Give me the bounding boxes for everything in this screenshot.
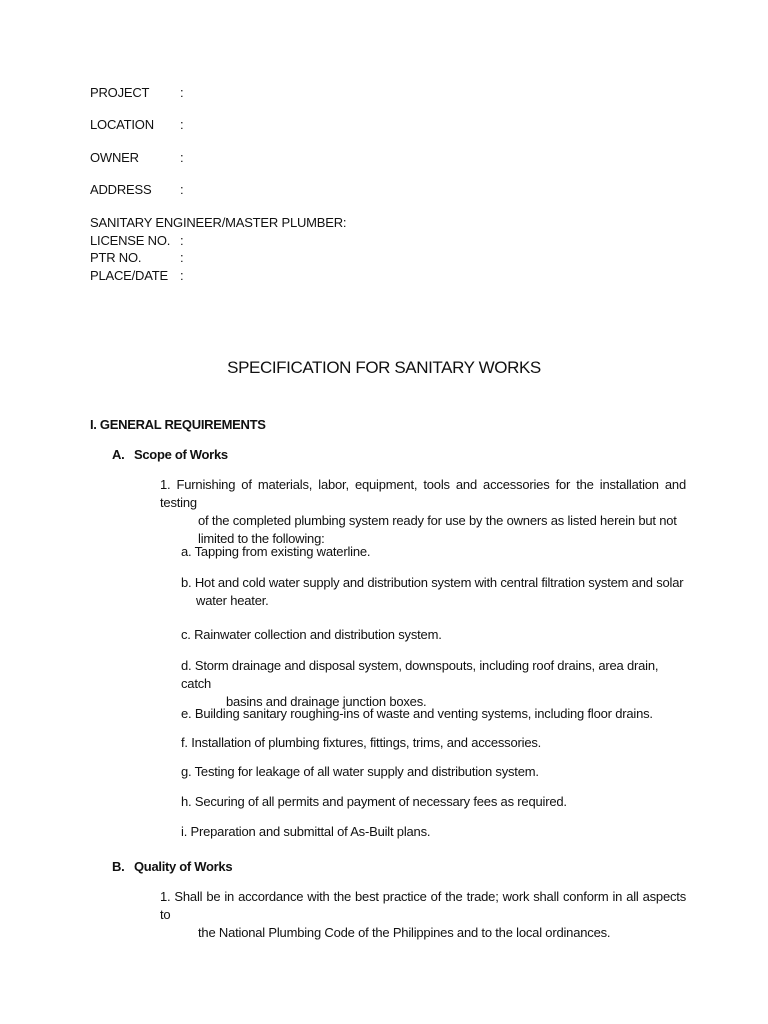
subheading-text: Scope of Works [134, 447, 228, 462]
list-item-line: basins and drainage junction boxes. [226, 694, 427, 709]
list-item-line: c. Rainwater collection and distribution system. [181, 627, 442, 642]
subheading-text: Quality of Works [134, 859, 233, 874]
list-item-line: b. Hot and cold water supply and distribution system with central filtration system and solar [181, 575, 684, 590]
list-item-line: water heater. [196, 593, 269, 608]
section-heading-general-requirements: I. GENERAL REQUIREMENTS [90, 417, 266, 432]
paragraph-line: of the completed plumbing system ready for use by the owners as listed herein but not [198, 513, 677, 528]
list-item-line: e. Building sanitary roughing-ins of waste and venting systems, including floor drains. [181, 706, 653, 721]
list-item-line: i. Preparation and submittal of As-Built plans. [181, 824, 431, 839]
project-label: PROJECT [90, 85, 150, 100]
place-date-colon: : [180, 268, 184, 283]
list-item-line: d. Storm drainage and disposal system, downspouts, including roof drains, area drain, catch [181, 658, 659, 691]
list-item-line: a. Tapping from existing waterline. [181, 544, 371, 559]
ptr-label: PTR NO. [90, 250, 142, 265]
address-colon: : [180, 182, 184, 197]
license-colon: : [180, 233, 184, 248]
list-item-e [181, 705, 686, 723]
document-title: SPECIFICATION FOR SANITARY WORKS [227, 358, 541, 377]
paragraph-line: the National Plumbing Code of the Philippines and to the local ordinances. [198, 925, 611, 940]
list-item-a [181, 543, 686, 561]
ptr-colon: : [180, 250, 184, 265]
engineer-label: SANITARY ENGINEER/MASTER PLUMBER: [90, 215, 347, 230]
list-item-h [181, 793, 686, 811]
list-item-line: h. Securing of all permits and payment of necessary fees as required. [181, 794, 567, 809]
place-date-label: PLACE/DATE [90, 268, 168, 283]
owner-colon: : [180, 150, 184, 165]
subheading-letter: A. [112, 447, 125, 462]
location-label: LOCATION [90, 117, 154, 132]
list-item-line: f. Installation of plumbing fixtures, fittings, trims, and accessories. [181, 735, 542, 750]
address-label: ADDRESS [90, 182, 152, 197]
paragraph-line: limited to the following: [198, 531, 325, 546]
list-item-f [181, 734, 686, 752]
list-item-d [181, 657, 686, 711]
subheading-letter: B. [112, 859, 125, 874]
paragraph-line: 1. Furnishing of materials, labor, equipment, tools and accessories for the installation and testing [160, 477, 686, 510]
list-item-line: g. Testing for leakage of all water supply and distribution system. [181, 764, 539, 779]
subheading-quality-of-works [112, 859, 232, 874]
list-item-b [181, 574, 686, 610]
subheading-scope-of-works [112, 447, 228, 462]
scope-paragraph-1 [160, 476, 686, 548]
list-item-i [181, 823, 686, 841]
list-item-g [181, 763, 686, 781]
project-colon: : [180, 85, 184, 100]
paragraph-line: 1. Shall be in accordance with the best practice of the trade; work shall conform in all aspects to [160, 889, 686, 922]
location-colon: : [180, 117, 184, 132]
license-label: LICENSE NO. [90, 233, 171, 248]
owner-label: OWNER [90, 150, 139, 165]
list-item-c [181, 626, 686, 644]
quality-paragraph-1 [160, 888, 686, 942]
